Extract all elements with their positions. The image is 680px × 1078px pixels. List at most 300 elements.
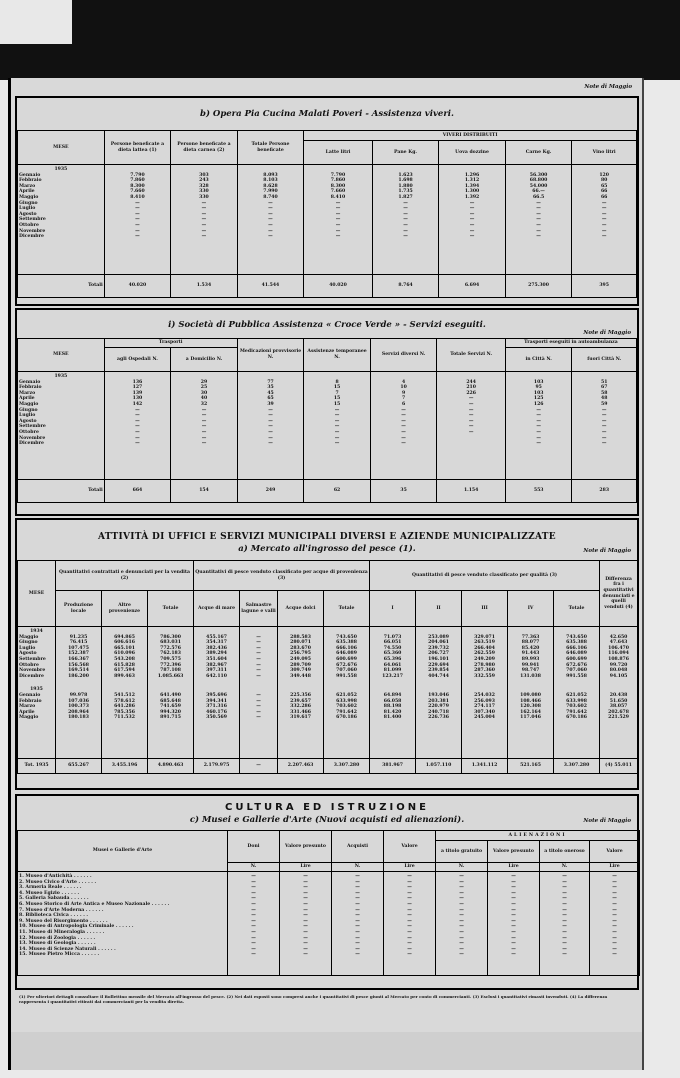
cell-value: — [407, 885, 412, 891]
cell-value: — [355, 918, 360, 924]
cell-value: 666.106 [336, 645, 357, 651]
cell-value: — [201, 407, 207, 413]
cell-value: — [511, 874, 516, 879]
total-value: 395 [572, 275, 637, 298]
cell-value: — [536, 418, 541, 424]
cell-value: — [251, 952, 256, 958]
data-column [278, 627, 324, 759]
cell-value: 330 [199, 194, 209, 200]
cell-value: 633.998 [336, 698, 357, 704]
cell-value: 20.438 [609, 692, 628, 698]
col-acque-mare: Acque di mare [194, 591, 240, 627]
cell-value: — [562, 952, 567, 958]
museo-name: 8. Biblioteca Civica . . . . . . [19, 913, 88, 919]
cell-value: — [135, 234, 140, 240]
cell-value: 29 [200, 379, 208, 385]
unit-lire: Lire [488, 863, 540, 872]
col-mese: MESE [18, 131, 105, 165]
cell-value: — [562, 874, 567, 879]
data-column [304, 372, 371, 480]
cell-value: 617.594 [114, 668, 135, 674]
cell-value: 389.294 [206, 651, 227, 657]
col-latte: Latte litri [304, 141, 373, 165]
cell-value: — [612, 879, 617, 885]
cell-value: 350.569 [206, 715, 227, 721]
month-label: Marzo [19, 704, 36, 710]
cell-value: — [334, 413, 340, 419]
data-column [324, 627, 370, 759]
musei-table [17, 830, 640, 976]
cell-value: — [407, 941, 412, 947]
cell-value: — [335, 234, 341, 240]
musei-subtitle: c) Musei e Gallerie d'Arte (Nuovi acquisti ed alienazioni). [189, 815, 465, 825]
unit-lire: Lire [590, 863, 640, 872]
cell-value: 280.071 [290, 640, 311, 646]
cell-value: 88.198 [383, 704, 402, 710]
cell-value: 35 [267, 385, 274, 391]
total-value: 1.154 [437, 480, 506, 503]
cell-value: — [251, 896, 256, 902]
cell-value: — [562, 941, 567, 947]
cell-value: — [468, 418, 474, 424]
cell-value: 239.657 [290, 698, 311, 704]
cell-value: — [135, 407, 140, 413]
col-qualita-3: III [462, 591, 508, 627]
cell-value: 707.060 [336, 668, 357, 674]
data-column [280, 872, 332, 976]
cell-value: 120.308 [520, 704, 541, 710]
museo-name: 6. Museo Storico di Arte Antica e Museo Nazionale . . . . . . [19, 901, 170, 907]
cell-value: — [355, 913, 360, 919]
total-value: 655.267 [56, 759, 102, 774]
cell-value: — [135, 413, 140, 419]
cell-value: — [403, 200, 408, 206]
cell-value: 395.696 [206, 692, 227, 698]
cell-value: — [612, 874, 617, 879]
cultura-heading: CULTURA ED ISTRUZIONE [225, 802, 429, 813]
cell-value: 394.341 [206, 698, 227, 704]
cell-value: 319.617 [290, 715, 311, 721]
cell-value: 45 [267, 390, 274, 396]
cell-value: — [403, 222, 408, 228]
cell-value: — [601, 441, 607, 447]
cell-value: — [303, 907, 308, 913]
cell-value: — [256, 634, 261, 640]
unit-lire: Lire [384, 863, 436, 872]
cell-value: — [401, 435, 406, 441]
cell-value: 65 [600, 183, 608, 189]
cell-value: — [256, 656, 261, 662]
cell-value: — [459, 929, 464, 935]
cell-value: — [303, 935, 308, 941]
cell-value: — [401, 413, 406, 419]
cell-value: — [303, 896, 308, 902]
cell-value: — [201, 206, 207, 212]
cell-value: — [251, 901, 256, 907]
cell-value: — [135, 222, 140, 228]
cell-value: 51.650 [609, 698, 628, 704]
cell-value: — [601, 407, 607, 413]
month-label: Gennaio [19, 172, 41, 178]
cell-value: — [612, 918, 617, 924]
cell-value: — [511, 946, 516, 952]
cell-value: 66.5 [532, 194, 545, 200]
cell-value: — [268, 429, 273, 435]
cell-value: 371.316 [206, 704, 227, 710]
cell-value: — [268, 200, 273, 206]
month-label: Aprile [19, 189, 35, 195]
cell-value: 1.623 [398, 172, 413, 178]
cell-value: 127 [132, 385, 143, 391]
total-value: 6.694 [439, 275, 506, 298]
cell-value: — [468, 424, 474, 430]
mercato-pesce-table [17, 560, 638, 774]
cell-value: 1.312 [464, 178, 480, 184]
cell-value: — [407, 929, 412, 935]
unit-n: N. [436, 863, 488, 872]
cell-value: 1.880 [398, 183, 413, 189]
cell-value: — [334, 407, 340, 413]
cell-value: 743.650 [336, 634, 357, 640]
cell-value: — [135, 206, 140, 212]
cell-value: — [469, 222, 475, 228]
cell-value: 9 [401, 390, 406, 396]
cell-value: 332.559 [474, 673, 495, 679]
month-label: Febbraio [19, 385, 42, 391]
data-column [148, 627, 194, 759]
cell-value: 8.410 [130, 194, 145, 200]
total-value: 40.020 [304, 275, 373, 298]
cell-value: 47.643 [609, 640, 628, 646]
total-value: 35 [370, 480, 437, 503]
cell-value: — [601, 424, 607, 430]
croce-verde-section [15, 308, 639, 516]
col-titolo-gratuito: a titolo gratuito [436, 841, 488, 863]
cell-value: 6 [401, 401, 406, 407]
cell-value: 543.208 [114, 656, 135, 662]
month-label: Maggio [19, 401, 39, 407]
cell-value: — [459, 890, 464, 896]
cell-value: — [536, 407, 541, 413]
cell-value: 85.420 [521, 645, 540, 651]
cell-value: — [268, 407, 273, 413]
totals-label: Totali [18, 275, 105, 298]
cell-value: 991.558 [566, 673, 587, 679]
cell-value: — [511, 879, 516, 885]
cell-value: — [612, 885, 617, 891]
month-label: Febbraio [19, 698, 42, 704]
cell-value: — [536, 222, 541, 228]
col-totale-qualita: Totale [554, 591, 600, 627]
cell-value: 665.101 [114, 645, 135, 651]
months-cell [18, 165, 105, 275]
cell-value: — [511, 896, 516, 902]
cell-value: — [256, 640, 261, 646]
cell-value: — [469, 200, 475, 206]
cell-value: 455.167 [206, 634, 227, 640]
header-note: Note di Maggio [584, 84, 632, 90]
months-cell [18, 627, 56, 759]
cell-value: 786.300 [160, 634, 181, 640]
month-label: Dicembre [19, 234, 44, 240]
col-dieta-lattea: Persone beneficate a dieta lattea (1) [104, 131, 171, 165]
cell-value: 1.698 [398, 178, 413, 184]
cell-value: — [468, 401, 474, 407]
cell-value: — [303, 901, 308, 907]
cell-value: — [612, 901, 617, 907]
cell-value: — [256, 715, 261, 721]
cell-value: 65.396 [383, 656, 402, 662]
cell-value: 635.388 [566, 640, 587, 646]
cell-value: 772.576 [160, 645, 181, 651]
cell-value: — [201, 234, 207, 240]
col-doni-valore: Valore presunto [280, 831, 332, 863]
total-value: 4.890.463 [148, 759, 194, 774]
cell-value: — [536, 441, 541, 447]
cell-value: 621.052 [336, 692, 357, 698]
cell-value: — [201, 217, 207, 223]
group-viveri: VIVERI DISTRIBUITI [304, 131, 637, 141]
cell-value: — [335, 222, 341, 228]
cell-value: 66 [600, 194, 608, 200]
cell-value: — [562, 935, 567, 941]
cell-value: — [562, 890, 567, 896]
cell-value: 621.052 [566, 692, 587, 698]
cell-value: 99.978 [69, 692, 88, 698]
cell-value: 125 [533, 396, 544, 402]
cell-value: — [403, 217, 408, 223]
cell-value: 397.311 [206, 668, 227, 674]
museo-name: 13. Museo di Geologia . . . . . . [19, 941, 96, 947]
cell-value: 8.628 [263, 183, 278, 189]
cell-value: — [601, 217, 607, 223]
cell-value: 39 [267, 401, 274, 407]
month-label: Settembre [19, 656, 46, 662]
col-pane: Pane Kg. [372, 141, 439, 165]
month-label: Agosto [19, 211, 37, 217]
cell-value: — [469, 234, 475, 240]
cell-value: 703.602 [566, 704, 587, 710]
cell-value: 331.466 [290, 709, 311, 715]
musei-note: Note di Maggio [583, 818, 631, 824]
cell-value: — [334, 441, 340, 447]
cell-value: 541.512 [114, 692, 135, 698]
cell-value: 68.800 [529, 178, 548, 184]
opera-pia-title: b) Opera Pia Cucina Malati Poveri - Assistenza viveri. [200, 109, 454, 119]
cell-value: 785.356 [114, 709, 135, 715]
month-label: Gennaio [19, 379, 41, 385]
cell-value: — [468, 407, 474, 413]
data-column [56, 627, 102, 759]
cell-value: — [303, 952, 308, 958]
month-label: Ottobre [19, 222, 39, 228]
museo-name: 4. Museo Egizio . . . . . . [19, 890, 80, 896]
cell-value: — [562, 896, 567, 902]
cell-value: — [268, 222, 273, 228]
cell-value: 64.894 [383, 692, 402, 698]
cell-value: — [562, 913, 567, 919]
cell-value: 15 [333, 385, 341, 391]
cell-value: — [601, 211, 607, 217]
cell-value: 99.941 [521, 662, 540, 668]
cell-value: 354.317 [206, 640, 227, 646]
cell-value: 8 [335, 379, 339, 385]
cell-value: — [403, 211, 408, 217]
cell-value: — [511, 913, 516, 919]
cell-value: 1.827 [398, 194, 413, 200]
month-label: Aprile [19, 709, 35, 715]
cell-value: — [536, 413, 541, 419]
cell-value: — [403, 206, 408, 212]
cell-value: — [355, 941, 360, 947]
cell-value: — [251, 913, 256, 919]
cell-value: 42.650 [609, 634, 628, 640]
data-column [554, 627, 600, 759]
data-column [462, 627, 508, 759]
cell-value: 226 [466, 390, 476, 396]
data-column [104, 372, 171, 480]
cell-value: — [335, 211, 341, 217]
cell-value: 641.490 [160, 692, 181, 698]
cell-value: — [612, 946, 617, 952]
data-column [304, 165, 373, 275]
cell-value: 131.038 [520, 673, 541, 679]
cell-value: — [303, 918, 308, 924]
col-titolo-oneroso: a titolo oneroso [540, 841, 590, 863]
cell-value: 162.164 [520, 709, 541, 715]
cell-value: 51 [601, 379, 608, 385]
cell-value: — [135, 441, 140, 447]
cell-value: — [251, 924, 256, 930]
cell-value: 266.404 [474, 645, 495, 651]
total-value: 40.020 [104, 275, 171, 298]
data-column [508, 627, 554, 759]
cell-value: 600.699 [566, 656, 587, 662]
cell-value: 139 [132, 390, 143, 396]
cell-value: 91.443 [521, 651, 540, 657]
cell-value: 15 [333, 396, 341, 402]
col-totale-servizi: Totale Servizi N. [437, 339, 506, 372]
cell-value: — [601, 222, 607, 228]
unit-n: N. [228, 863, 280, 872]
cell-value: — [401, 429, 406, 435]
cell-value: — [511, 918, 516, 924]
cell-value: 994.320 [160, 709, 181, 715]
cell-value: — [562, 924, 567, 930]
cell-value: 59 [601, 401, 608, 407]
cell-value: 108.466 [520, 698, 541, 704]
col-domicilio: a Domicilio N. [171, 348, 238, 372]
cell-value: 899.463 [114, 673, 135, 679]
total-value: 249 [237, 480, 304, 503]
cell-value: 303 [199, 172, 209, 178]
cell-value: 635.388 [336, 640, 357, 646]
cell-value: 103 [533, 390, 544, 396]
month-label: Luglio [19, 645, 36, 651]
cell-value: — [469, 211, 475, 217]
year-label: 1935 [54, 374, 68, 379]
cell-value: 646.089 [336, 651, 357, 657]
cell-value: — [407, 924, 412, 930]
cell-value: — [268, 228, 273, 234]
cell-value: 685.648 [160, 698, 181, 704]
cell-value: — [468, 429, 474, 435]
col-vino: Vino litri [572, 141, 637, 165]
col-medicazioni: Medicazioni provvisorie N. [237, 339, 304, 372]
month-label: Novembre [19, 668, 46, 674]
cell-value: — [459, 941, 464, 947]
cell-value: — [536, 200, 541, 206]
cell-value: 123.217 [382, 673, 403, 679]
cell-value: — [355, 879, 360, 885]
cell-value: 156.568 [68, 662, 89, 668]
cell-value: 186.200 [68, 673, 89, 679]
cell-value: 404.744 [428, 673, 449, 679]
cell-value: 741.659 [160, 704, 181, 710]
cell-value: 7 [401, 396, 406, 402]
cell-value: — [355, 946, 360, 952]
cell-value: 666.106 [566, 645, 587, 651]
cell-value: — [256, 651, 261, 657]
museo-name: 11. Museo di Mineralogia . . . . . . [19, 929, 105, 935]
cell-value: — [407, 918, 412, 924]
month-label: Ottobre [19, 429, 39, 435]
cell-value: 48 [601, 396, 608, 402]
cell-value: — [201, 211, 207, 217]
cell-value: — [511, 952, 516, 958]
cell-value: — [303, 941, 308, 947]
col-ospedali: agli Ospedali N. [104, 348, 171, 372]
col-salmastre: Salmastre lagune e valli [240, 591, 278, 627]
total-value: 381.967 [370, 759, 416, 774]
cell-value: 58 [601, 390, 608, 396]
cell-value: — [303, 946, 308, 952]
cell-value: 80.048 [609, 668, 628, 674]
cell-value: — [536, 211, 541, 217]
cell-value: 578.612 [114, 698, 135, 704]
month-label: Dicembre [19, 441, 44, 447]
cell-value: 670.186 [566, 715, 587, 721]
cell-value: 762.183 [160, 651, 181, 657]
total-value: — [240, 759, 278, 774]
cell-value: 1.296 [464, 172, 480, 178]
year-label: 1934 [30, 629, 43, 634]
cell-value: — [407, 907, 412, 913]
col-musei: Musei e Gallerie d'Arte [18, 831, 228, 872]
cell-value: 253.089 [428, 634, 449, 640]
cell-value: 169.514 [68, 668, 89, 674]
cell-value: — [335, 228, 341, 234]
data-column [194, 627, 240, 759]
month-label: Ottobre [19, 662, 39, 668]
opera-pia-table [17, 130, 637, 298]
footnote: (1) Per ulteriori dettagli consultare il Bollettino mensile del Mercato all'ingrosso del pesce. (2) Nei dati esposti sono compresi anche i quantitativi di pesce giunti al Mercato per conto di commercianti. (3) Esclusi i quantitativi rimasti invenduti. (4) La differenza rappresenta i quantitativi ritirati dai commercianti per la vendita diretta. [19, 994, 608, 1004]
month-label: Giugno [19, 640, 38, 646]
cell-value: 220.979 [428, 704, 449, 710]
cell-value: 606.616 [114, 640, 135, 646]
cell-value: — [135, 217, 140, 223]
cell-value: — [135, 424, 140, 430]
museo-name: 10. Museo di Antropologia Criminale . . . . . . [19, 924, 134, 930]
cell-value: — [256, 692, 261, 698]
cell-value: — [355, 874, 360, 879]
cell-value: — [562, 879, 567, 885]
month-label: Febbraio [19, 178, 42, 184]
group-alienazioni: ALIENAZIONI [436, 831, 640, 841]
cell-value: 25 [200, 385, 208, 391]
cell-value: 193.046 [428, 692, 449, 698]
cell-value: 100.373 [68, 704, 89, 710]
